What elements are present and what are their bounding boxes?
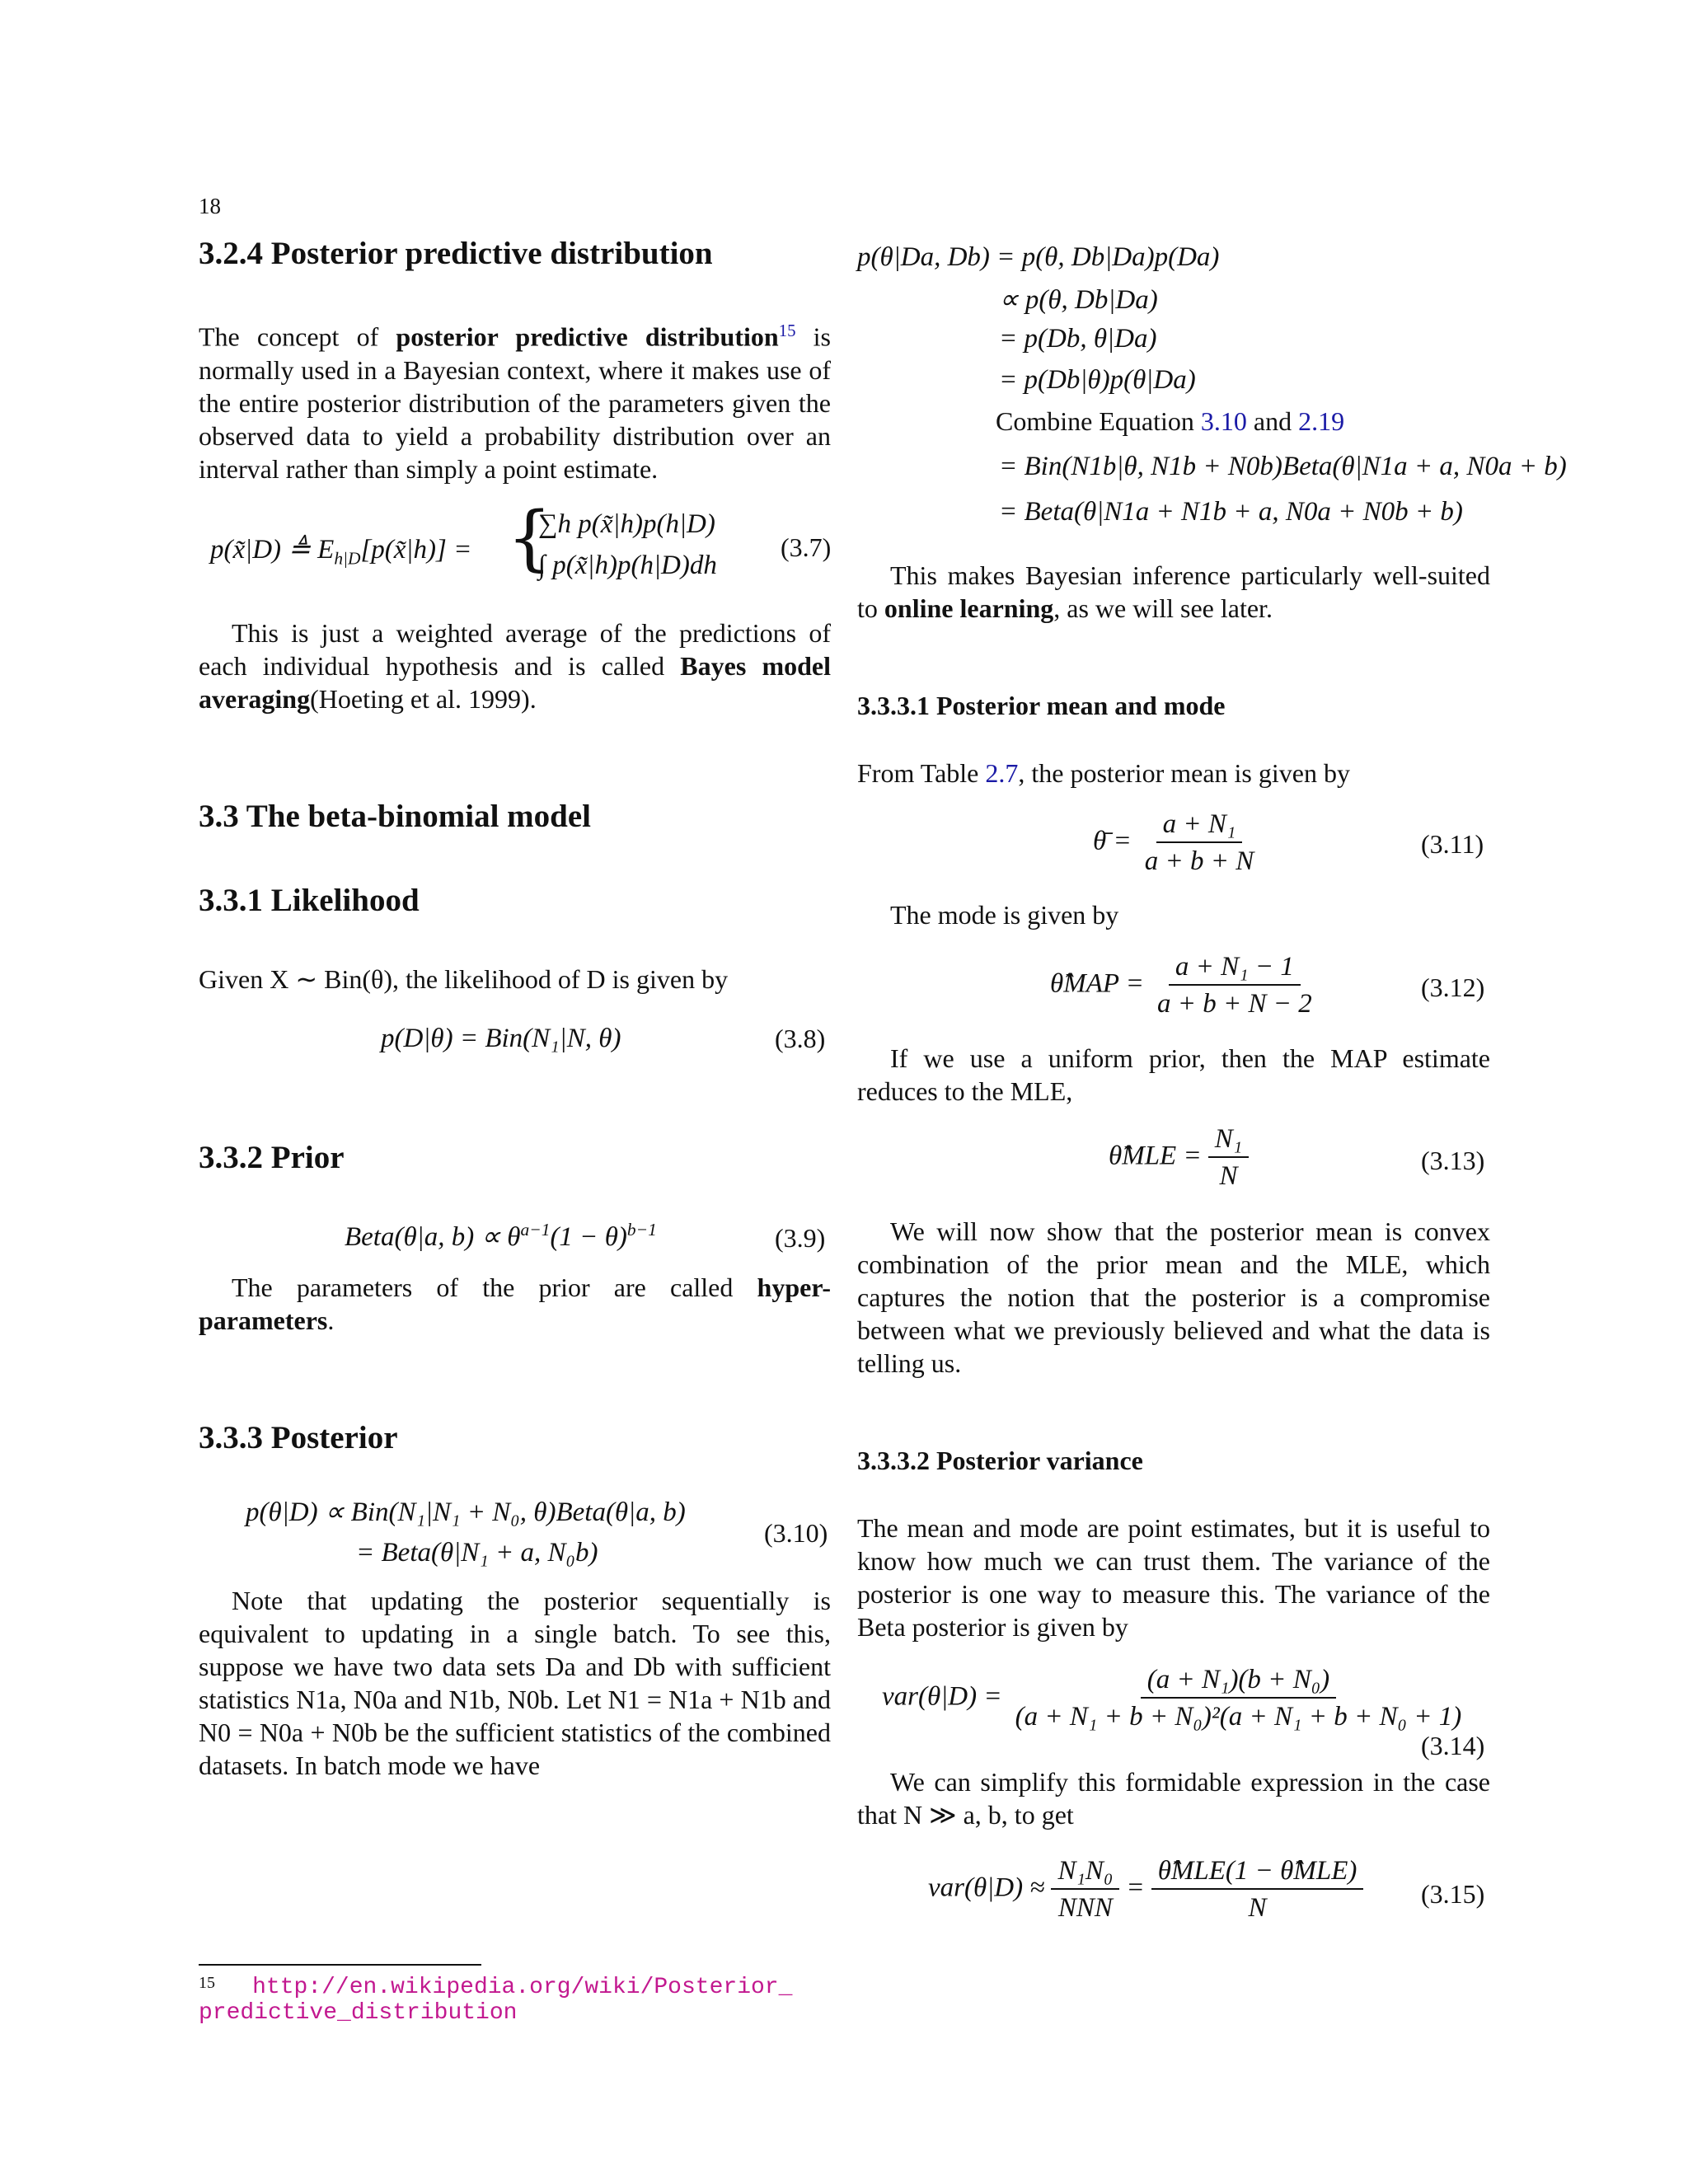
text-run: , the posterior mean is given by xyxy=(1018,758,1350,788)
eq-lhs: θ̂MLE = xyxy=(1109,1141,1202,1171)
eq-lhs: var(θ|D) ≈ xyxy=(928,1872,1045,1903)
numerator: (a + N₁)(b + N₀) xyxy=(1141,1665,1336,1699)
eq-3-7-case-integral: ∫ p(x̃|h)p(h|D)dh xyxy=(538,551,717,580)
equation-number: (3.14) xyxy=(1421,1731,1485,1760)
equation-3-9 xyxy=(345,1220,657,1253)
equation-3-8: p(D|θ) = Bin(N₁|N, θ) xyxy=(381,1024,621,1053)
paragraph-likelihood: Given X ∼ Bin(θ), the likelihood of D is given by xyxy=(199,964,729,994)
paragraph-mode: The mode is given by xyxy=(890,900,1119,930)
fraction xyxy=(1151,1856,1364,1924)
fraction xyxy=(1208,1124,1249,1192)
text-run: , as we will see later. xyxy=(1053,593,1273,623)
fraction xyxy=(1009,1665,1469,1732)
text-run: and xyxy=(1246,406,1299,436)
section-heading-3-3: 3.3 The beta-binomial model xyxy=(199,799,591,834)
paragraph-simplify: We can simplify this formidable expression in the case that N ≫ a, b, to get xyxy=(857,1767,1490,1830)
denominator: a + b + N − 2 xyxy=(1156,989,1312,1019)
paragraph-posterior-variance: The mean and mode are point estimates, but it is useful to know how much we can trust them. The variance of the posterior is one way to measure this. The variance of the Beta posterior is given by xyxy=(857,1513,1490,1642)
section-heading-3-3-2: 3.3.2 Prior xyxy=(199,1140,345,1175)
eq-text: (1 − θ) xyxy=(550,1222,627,1252)
text-run: The concept of xyxy=(199,321,396,352)
equation-3-10-line-1: p(θ|D) ∝ Bin(N₁|N₁ + N₀, θ)Beta(θ|a, b) xyxy=(246,1497,686,1527)
footnote-rule xyxy=(199,1964,481,1966)
equation-3-10-line-2: = Beta(θ|N₁ + a, N₀b) xyxy=(356,1538,598,1568)
bold-term: hyper-parameters xyxy=(199,1272,831,1335)
text-run: From Table xyxy=(857,758,986,788)
numerator: N₁ xyxy=(1208,1124,1249,1158)
equation-number: (3.7) xyxy=(781,532,832,562)
eq-sup: b−1 xyxy=(626,1220,657,1240)
bold-term: posterior predictive distribution xyxy=(396,321,779,352)
equation-3-11 xyxy=(1093,809,1260,877)
batch-derivation-line-7: = Beta(θ|N1a + N1b + a, N0a + N0b + b) xyxy=(999,497,1463,527)
bold-term: Bayes model averaging xyxy=(199,651,832,714)
eq-lhs: var(θ|D) = xyxy=(882,1681,1002,1712)
section-heading-3-3-3-1: 3.3.3.1 Posterior mean and mode xyxy=(857,691,1226,720)
section-heading-3-2-4: 3.2.4 Posterior predictive distribution xyxy=(199,236,713,271)
equation-number: (3.11) xyxy=(1421,829,1484,859)
equation-number: (3.15) xyxy=(1421,1879,1485,1909)
text-run: Combine Equation xyxy=(996,406,1201,436)
paragraph-posterior-predictive xyxy=(199,315,831,485)
denominator: N xyxy=(1219,1161,1238,1191)
left-brace: { xyxy=(507,497,552,579)
equation-ref-link[interactable]: 3.10 xyxy=(1200,406,1247,436)
equation-number: (3.10) xyxy=(764,1518,828,1548)
equation-number: (3.13) xyxy=(1421,1146,1485,1175)
denominator: NNN xyxy=(1057,1893,1113,1923)
paragraph-convex-combination: We will now show that the posterior mean is convex combination of the prior mean and the MLE, which captures the notion that the posterior is a compromise between what we previously believed and what the data is telling us. xyxy=(857,1216,1490,1378)
equation-3-14 xyxy=(882,1665,1468,1732)
footnote-url-continued[interactable]: predictive_distribution xyxy=(199,2000,518,2027)
section-heading-3-3-1: 3.3.1 Likelihood xyxy=(199,883,420,918)
batch-derivation-line-6: = Bin(N1b|θ, N1b + N0b)Beta(θ|N1a + a, N0a + b) xyxy=(999,452,1567,481)
paragraph-bayes-averaging xyxy=(199,616,831,715)
text-run: This is just a weighted average of the predictions of each individual hypothesis and is called xyxy=(199,618,831,681)
numerator: a + N₁ − 1 xyxy=(1169,952,1301,986)
footnote-number: 15 xyxy=(199,1974,215,1992)
table-ref-link[interactable]: 2.7 xyxy=(985,758,1019,788)
section-heading-3-3-3-2: 3.3.3.2 Posterior variance xyxy=(857,1446,1143,1475)
equation-number: (3.12) xyxy=(1421,972,1485,1002)
citation: (Hoeting et al. 1999). xyxy=(310,684,537,714)
equation-3-7 xyxy=(210,497,832,593)
batch-derivation-line-2: ∝ p(θ, Db|Da) xyxy=(999,285,1158,315)
eq-lhs: θ̂MAP = xyxy=(1050,968,1144,999)
eq-lhs: θ̄ = xyxy=(1093,826,1132,856)
equation-number: (3.8) xyxy=(775,1024,826,1053)
bold-term: online learning xyxy=(884,593,1054,623)
section-heading-3-3-3: 3.3.3 Posterior xyxy=(199,1420,398,1455)
batch-derivation-note xyxy=(996,406,1344,437)
eq-sub: h|D xyxy=(334,548,361,569)
eq-text: Beta(θ|a, b) ∝ θ xyxy=(345,1222,521,1252)
denominator: (a + N₁ + b + N₀)²(a + N₁ + b + N₀ + 1) xyxy=(1015,1702,1462,1732)
eq-text: [p(x̃|h)] = xyxy=(360,535,472,565)
paragraph-sequential-update: Note that updating the posterior sequentially is equivalent to updating in a single batch. To see this, suppose we have two data sets Da and Db with sufficient statistics N1a, N0a and N1b, N0b. Let N1 = N1a + N1b and N0 = N0a + N0b be the sufficient statistics of the combined datasets. In batch mode we have xyxy=(199,1586,831,1780)
numerator: a + N₁ xyxy=(1156,809,1243,843)
denominator: N xyxy=(1248,1893,1267,1923)
equation-3-15 xyxy=(928,1856,1363,1924)
equation-number: (3.9) xyxy=(775,1223,826,1253)
fraction xyxy=(1151,952,1319,1019)
batch-derivation-line-3: = p(Db, θ|Da) xyxy=(999,324,1157,354)
text-run: . xyxy=(327,1305,335,1335)
numerator: N₁N₀ xyxy=(1051,1856,1119,1890)
paragraph-posterior-mean xyxy=(857,757,1490,790)
footnote-url[interactable]: http://en.wikipedia.org/wiki/Posterior_ xyxy=(252,1975,793,2001)
eq-3-7-lhs xyxy=(210,532,471,569)
text-run: is normally used in a Bayesian context, where it makes use of the entire posterior distribution of the parameters given the observed data to yield a probability distribution over an interval rather than simply a point estimate. xyxy=(199,321,831,484)
batch-derivation-line-1: p(θ|Da, Db) = p(θ, Db|Da)p(Da) xyxy=(857,242,1220,272)
eq-3-7-case-sum: ∑h p(x̃|h)p(h|D) xyxy=(538,509,715,539)
text-run: This makes Bayesian inference particularly well-suited to xyxy=(857,560,1490,623)
text-run: The parameters of the prior are called xyxy=(232,1272,757,1302)
page-number: 18 xyxy=(199,194,221,218)
eq-text: p(x̃|D) ≜ E xyxy=(210,535,335,565)
paragraph-uniform-prior: If we use a uniform prior, then the MAP estimate reduces to the MLE, xyxy=(857,1043,1490,1106)
footnote-15 xyxy=(199,1974,833,2026)
numerator: θ̂MLE(1 − θ̂MLE) xyxy=(1151,1856,1364,1890)
footnote-marker[interactable]: 15 xyxy=(778,321,796,340)
denominator: a + b + N xyxy=(1144,846,1254,876)
fraction xyxy=(1138,809,1261,877)
equation-3-13 xyxy=(1109,1124,1249,1192)
eq-sup: a−1 xyxy=(520,1220,551,1240)
eq-equals: = xyxy=(1126,1872,1145,1903)
equation-ref-link[interactable]: 2.19 xyxy=(1298,406,1345,436)
batch-derivation-line-4: = p(Db|θ)p(θ|Da) xyxy=(999,365,1196,395)
paragraph-hyperparameters xyxy=(199,1271,831,1337)
equation-3-12 xyxy=(1050,952,1319,1019)
paragraph-online-learning xyxy=(857,559,1490,625)
fraction xyxy=(1051,1856,1119,1924)
